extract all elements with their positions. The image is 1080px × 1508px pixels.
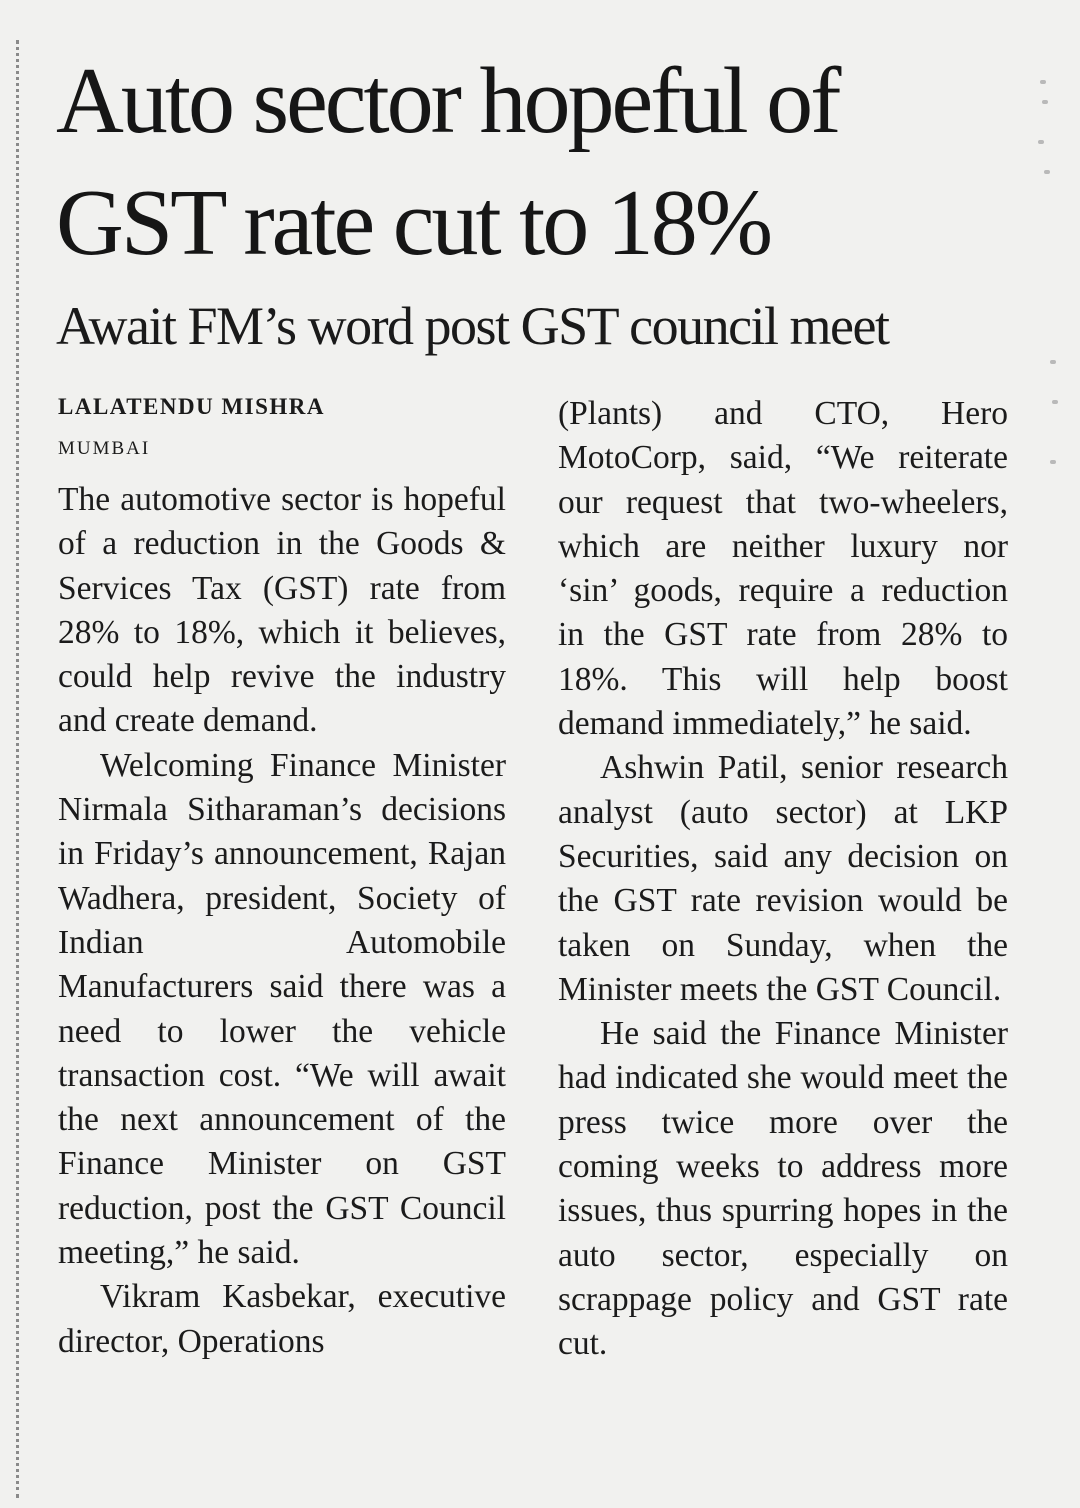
paragraph: He said the Finance Minister had indicated she would meet the press twice more over the coming weeks to address more issues, thus spurring hopes in the auto sector, especially on scrappage policy and GST rate cut. xyxy=(558,1015,1008,1363)
margin-print-marks xyxy=(1010,60,1070,1460)
paragraph: Welcoming Finance Minister Nirmala Sitharaman’s decisions in Friday’s announcement, Rajan Wadhera, president, Society of Indian Automobile Manufacturers said there was a need to lower the vehicle transaction cost. “We will await the next announcement of the Finance Minister on GST reduction, post the GST Council meeting,” he said. xyxy=(58,746,506,1272)
print-mark xyxy=(1038,140,1044,144)
headline: Auto sector hopeful of GST rate cut to 18% xyxy=(56,49,839,275)
subheadline: Await FM’s word post GST council meet xyxy=(56,296,889,356)
byline: LALATENDU MISHRA xyxy=(58,394,326,419)
dotted-cut-line xyxy=(16,40,19,1498)
print-mark xyxy=(1052,400,1058,404)
right-column xyxy=(558,392,1008,1367)
paragraph: (Plants) and CTO, Hero MotoCorp, said, “We reiterate our request that two-wheelers, which are neither luxury nor ‘sin’ goods, require a reduction in the GST rate from 28% to 18%. This will help boost demand immediately,” he said. xyxy=(558,395,1008,743)
paragraph: Vikram Kasbekar, executive director, Operations xyxy=(58,1278,506,1360)
paragraph: Ashwin Patil, senior research analyst (auto sector) at LKP Securities, said any decision on the GST rate revision would be taken on Sunday, when the Minister meets the GST Council. xyxy=(558,749,1008,1008)
print-mark xyxy=(1050,460,1056,464)
paragraph: The automotive sector is hopeful of a reduction in the Goods & Services Tax (GST) rate from 28% to 18%, which it believes, could help revive the industry and create demand. xyxy=(58,481,506,740)
print-mark xyxy=(1050,360,1056,364)
left-column xyxy=(58,478,506,1364)
dateline: MUMBAI xyxy=(58,438,151,459)
print-mark xyxy=(1044,170,1050,174)
print-mark xyxy=(1042,100,1048,104)
print-mark xyxy=(1040,80,1046,84)
